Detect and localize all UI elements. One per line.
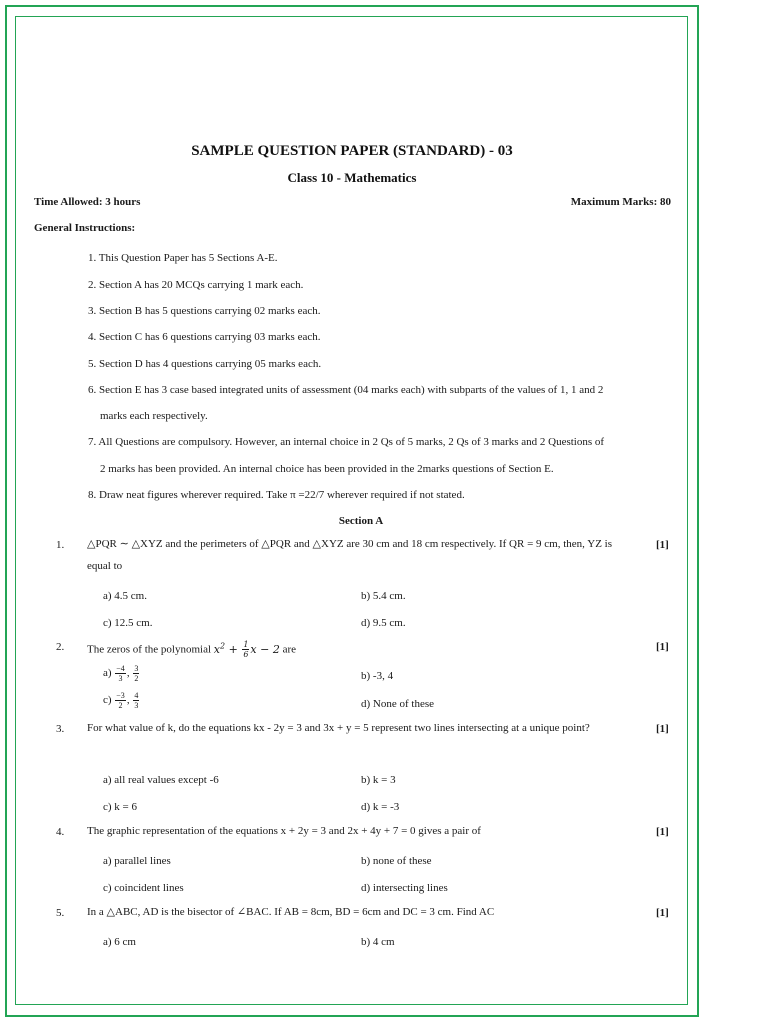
option-a: a) 6 cm (103, 936, 136, 948)
option-d: d) None of these (361, 698, 435, 710)
option-b: b) -3, 4 (361, 670, 394, 682)
instruction-8: 8. Draw neat figures wherever required. Take π =22/7 wherever required if not stated. (88, 489, 465, 501)
time-allowed: Time Allowed: 3 hours (34, 196, 141, 208)
polynomial-expression: $x^2$ + $\frac{1}{6}$ x − 2 (213, 640, 280, 660)
instruction-2: 2. Section A has 20 MCQs carrying 1 mark each. (88, 279, 304, 291)
option-b: b) 5.4 cm. (361, 590, 406, 602)
question-text: The graphic representation of the equations x + 2y = 3 and 2x + 4y + 7 = 0 gives a pair of (87, 825, 481, 837)
paper-title: SAMPLE QUESTION PAPER (STANDARD) - 03 (191, 143, 513, 159)
question-marks: [1] (656, 826, 669, 838)
option-d: d) k = -3 (361, 801, 400, 813)
instruction-1: 1. This Question Paper has 5 Sections A-E. (88, 252, 278, 264)
option-c: c) $\frac{-3}{2}$ , $\frac{4}{3}$ (103, 691, 139, 710)
question-number: 5. (56, 907, 65, 919)
instruction-6-cont: marks each respectively. (100, 410, 208, 422)
option-a: a) 4.5 cm. (103, 590, 147, 602)
instruction-7: 7. All Questions are compulsory. However, an internal choice in 2 Qs of 5 marks, 2 Qs of 3 marks and 2 Questions of (88, 436, 605, 448)
option-c: c) 12.5 cm. (103, 617, 153, 629)
question-text: In a △ABC, AD is the bisector of ∠BAC. If AB = 8cm, BD = 6cm and DC = 3 cm. Find AC (87, 906, 495, 918)
fraction: $\frac{1}{6}$ (243, 640, 249, 660)
question-number: 2. (56, 641, 65, 653)
fraction: $\frac{3}{2}$ (134, 664, 139, 683)
option-a: a) $\frac{-4}{3}$ , $\frac{3}{2}$ (103, 664, 139, 683)
question-text: For what value of k, do the equations kx - 2y = 3 and 3x + y = 5 represent two lines intersecting at a unique point? (87, 722, 590, 734)
option-b: b) k = 3 (361, 774, 396, 786)
instruction-6: 6. Section E has 3 case based integrated units of assessment (04 marks each) with subparts of the values of 1, 1 and 2 (88, 384, 604, 396)
option-a: a) parallel lines (103, 855, 171, 867)
section-a-heading: Section A (338, 515, 384, 527)
question-text-before: The zeros of the polynomial (87, 643, 214, 656)
paper-subtitle: Class 10 - Mathematics (287, 170, 417, 185)
option-c: c) coincident lines (103, 882, 184, 894)
maximum-marks: Maximum Marks: 80 (570, 196, 671, 208)
option-c: c) k = 6 (103, 801, 137, 813)
question-number: 3. (56, 723, 65, 735)
option-b: b) none of these (361, 855, 432, 867)
question-number: 4. (56, 826, 65, 838)
instruction-7-cont: 2 marks has been provided. An internal choice has been provided in the 2marks questions of Section E. (100, 463, 554, 475)
question-marks: [1] (656, 641, 669, 653)
question-text: △PQR ∼ △XYZ and the perimeters of △PQR and △XYZ are 30 cm and 18 cm respectively. If QR = 9 cm, then, YZ is equal to (87, 538, 612, 572)
instruction-3: 3. Section B has 5 questions carrying 02 marks each. (88, 305, 321, 317)
general-instructions-title: General Instructions: (34, 222, 136, 234)
question-marks: [1] (656, 907, 669, 919)
instruction-4: 4. Section C has 6 questions carrying 03 marks each. (88, 331, 321, 343)
option-b: b) 4 cm (361, 936, 395, 948)
question-number: 1. (56, 539, 65, 551)
option-a: a) all real values except -6 (103, 774, 219, 786)
question-text (87, 635, 637, 661)
instruction-5: 5. Section D has 4 questions carrying 05 marks each. (88, 358, 322, 370)
question-marks: [1] (656, 539, 669, 551)
question-text-after: are (279, 643, 297, 656)
option-d: d) intersecting lines (361, 882, 448, 894)
option-d: d) 9.5 cm. (361, 617, 406, 629)
fraction: $\frac{-3}{2}$ (116, 691, 125, 710)
fraction: $\frac{-4}{3}$ (116, 664, 125, 683)
question-marks: [1] (656, 723, 669, 735)
fraction: $\frac{4}{3}$ (134, 691, 139, 710)
